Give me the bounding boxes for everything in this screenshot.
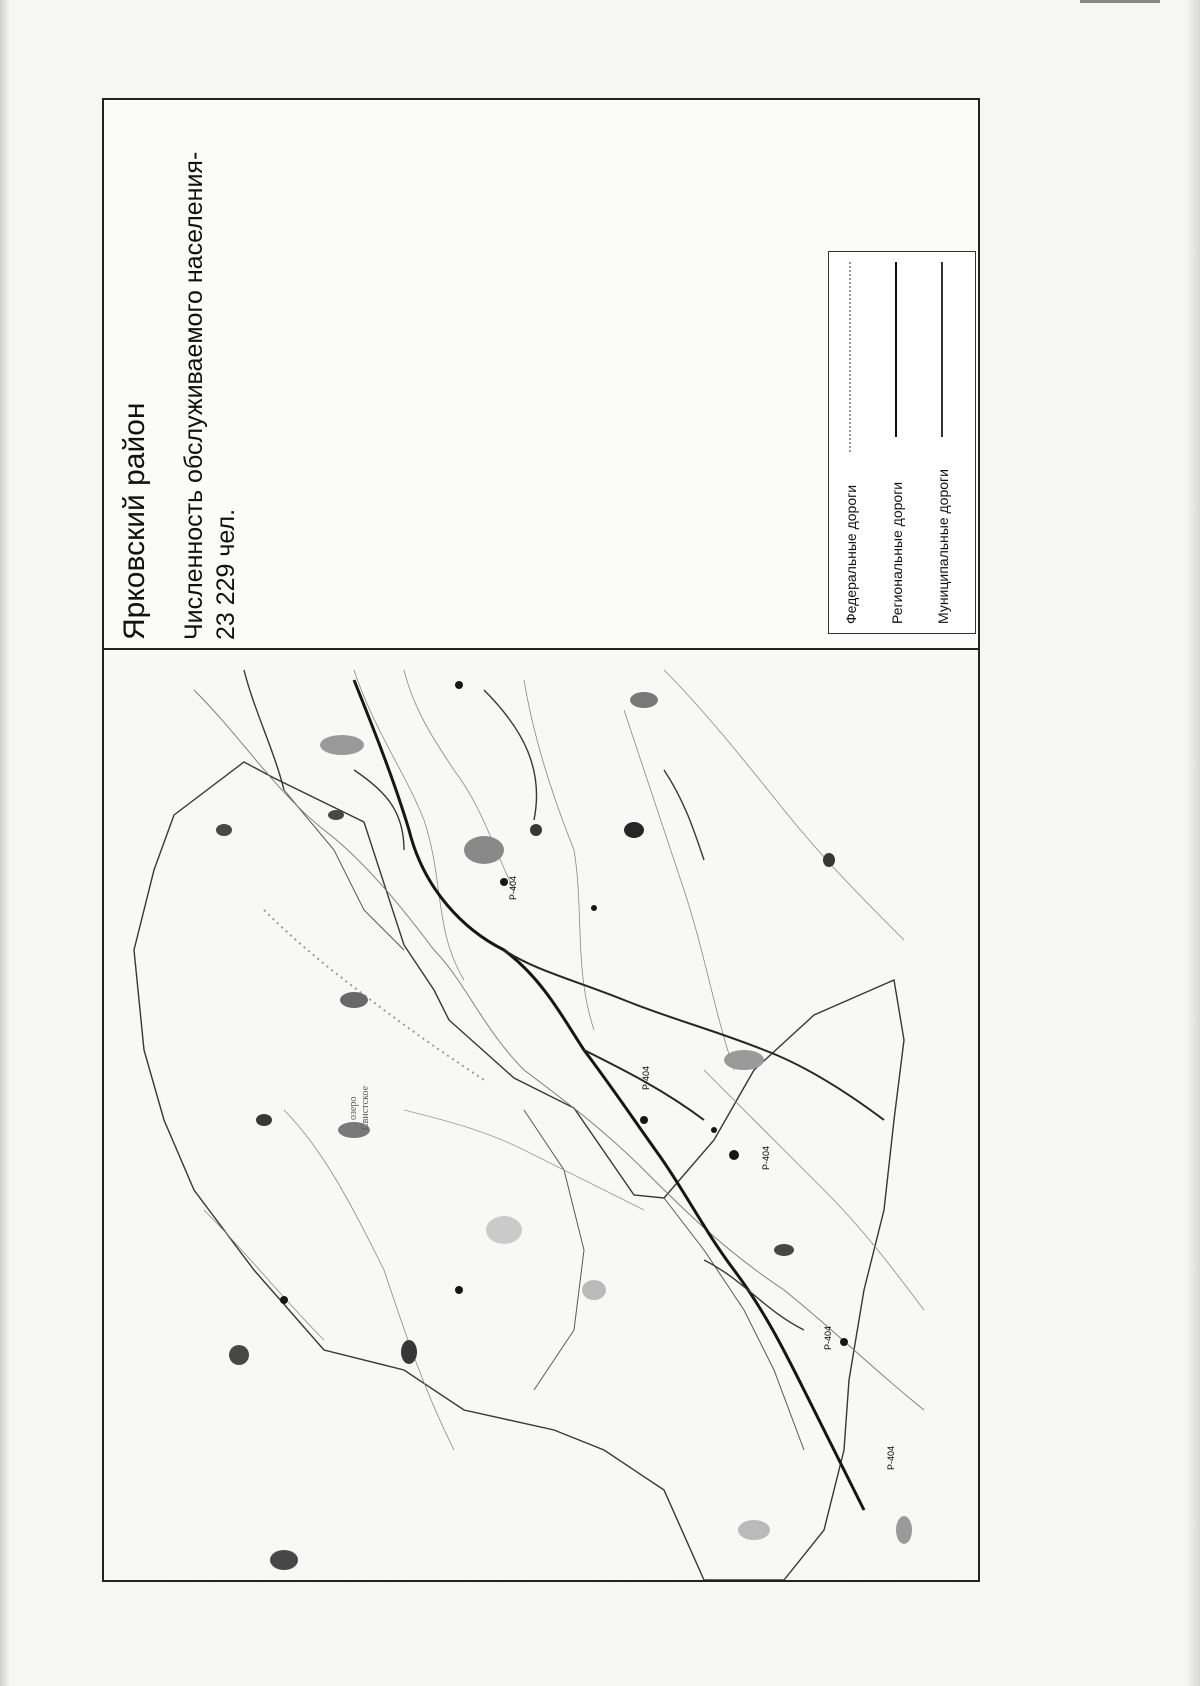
population-value: 23 229 чел. bbox=[212, 508, 240, 640]
scan-mark bbox=[1080, 0, 1160, 3]
district-map bbox=[104, 650, 978, 1580]
legend-line-federal bbox=[849, 262, 851, 452]
scan-edge-left bbox=[0, 0, 10, 1686]
population-label: Численность обслуживаемого населения- bbox=[180, 151, 208, 640]
legend-line-municipal bbox=[941, 262, 943, 437]
legend-label-federal: Федеральные дороги bbox=[843, 484, 859, 624]
legend-line-regional bbox=[895, 262, 897, 437]
district-title: Ярковский район bbox=[118, 402, 151, 640]
legend-label-regional: Региональные дороги bbox=[889, 481, 905, 624]
legend-label-municipal: Муниципальные дороги bbox=[935, 469, 951, 624]
scan-edge-right bbox=[1186, 0, 1200, 1686]
map-legend bbox=[828, 251, 976, 634]
